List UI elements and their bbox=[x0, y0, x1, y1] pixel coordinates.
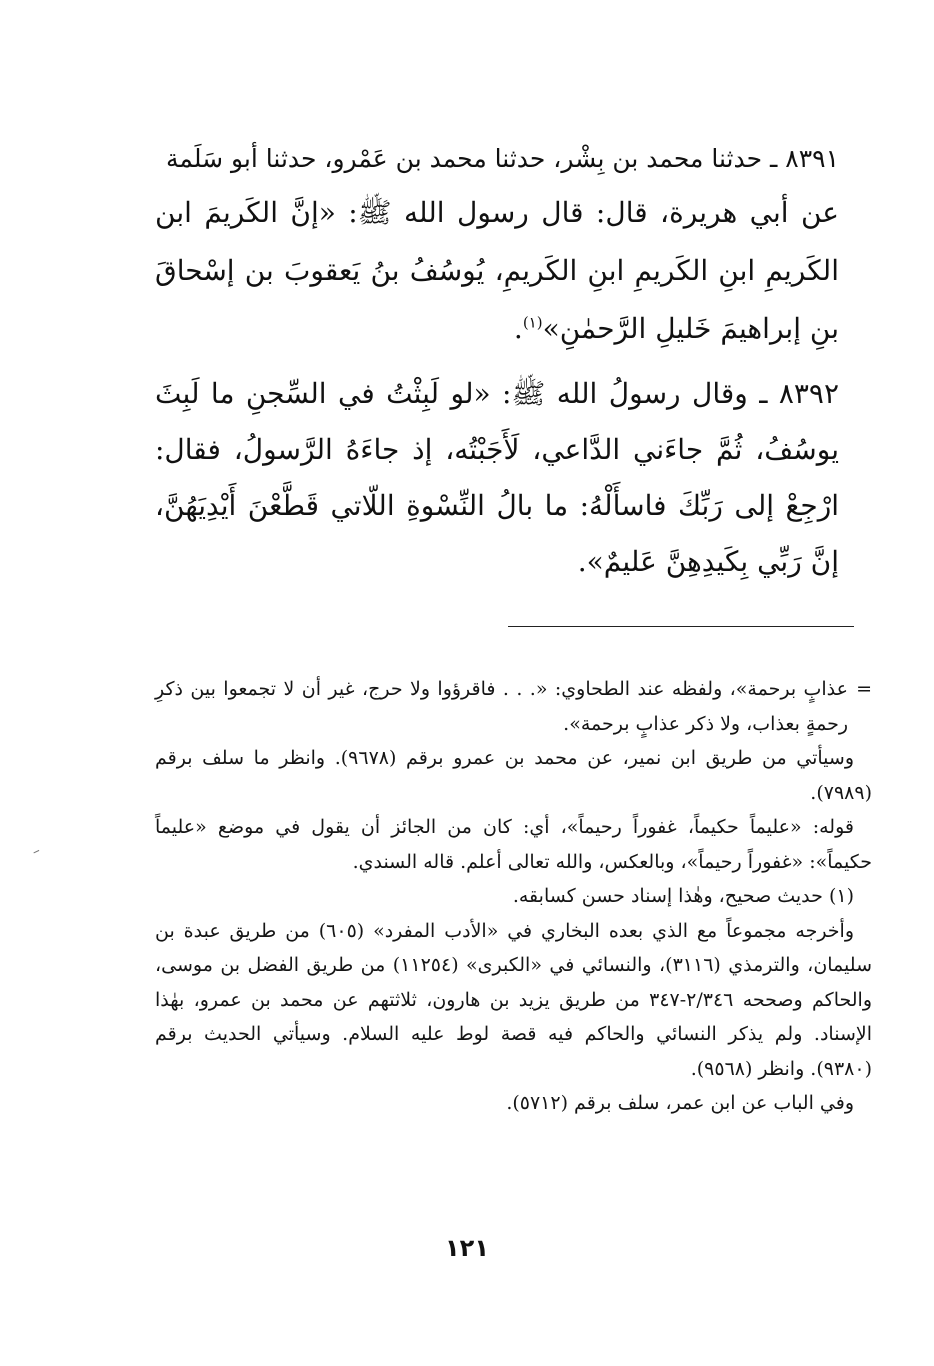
footnote-paragraph bbox=[155, 672, 872, 741]
page-number: ١٢١ bbox=[445, 1234, 489, 1262]
hadith-8391-matn-text: عن أبي هريرة، قال: قال رسول الله ﷺ: «إنَّ الكَريمَ ابن الكَريمِ ابنِ الكَريمِ ابنِ الكَريمِ، يُوسُفُ بنُ يَعقوبَ بن إسْحاقَ بنِ إبراهيمَ خَليلِ الرَّحمٰنِ» bbox=[155, 196, 839, 345]
footnote-paragraph: قوله: «عليماً حكيماً، غفوراً رحيماً»، أي: كان من الجائز أن يقول في موضع «عليماً حكيماً»: «غفوراً رحيماً»، وبالعكس، والله تعالى أعلم. قاله السندي. bbox=[155, 816, 872, 873]
hadith-8392-text: ٨٣٩٢ ـ وقال رسولُ الله ﷺ: «لو لَبِثْتُ في السِّجنِ ما لَبِثَ يوسُفُ، ثُمَّ جاءَني الدَّاعي، لَأَجَبْتُه، إذ جاءَهُ الرَّسولُ، فقال: ارْجِعْ إلى رَبِّكَ فاسأَلْهُ: ما بالُ النِّسْوةِ اللّاتي قَطَّعْنَ أَيْدِيَهُنَّ، إنَّ رَبِّي بِكَيدِهِنَّ عَليمٌ». bbox=[155, 377, 839, 578]
footnote-paragraph: وسيأتي من طريق ابن نمير، عن محمد بن عمرو برقم (٩٦٧٨). وانظر ما سلف برقم (٧٩٨٩). bbox=[155, 747, 872, 804]
continuation-mark: = bbox=[856, 678, 872, 700]
footnote-paragraph: وأخرجه مجموعاً مع الذي بعده البخاري في «الأدب المفرد» (٦٠٥) من طريق عبدة بن سليمان، والترمذي (٣١١٦)، والنسائي في «الكبرى» (١١٢٥٤) من طريق الفضل بن موسى، والحاكم وصححه ٢/٣٤٦-٣٤٧ من طريق يزيد بن هارون، ثلاثتهم عن محمد بن عمرو، بهٰذا الإسناد. ولم يذكر النسائي والحاكم فيه قصة لوط عليه السلام. وسيأتي الحديث برقم (٩٣٨٠). وانظر (٩٥٦٨). bbox=[155, 919, 872, 1080]
hadith-8392 bbox=[155, 366, 839, 590]
hadith-8391-end: . bbox=[513, 312, 523, 345]
hadith-8391 bbox=[155, 136, 839, 358]
hadith-8391-matn bbox=[155, 184, 839, 358]
scan-speck bbox=[33, 850, 40, 856]
footnote-ref-1[interactable]: (١) bbox=[522, 313, 543, 332]
footnotes bbox=[155, 672, 872, 1121]
footnote-separator bbox=[508, 626, 854, 627]
hadith-8391-isnad: ٨٣٩١ ـ حدثنا محمد بن بِشْر، حدثنا محمد بن عَمْرو، حدثنا أبو سَلَمة bbox=[165, 144, 839, 173]
footnote-1: (١) حديث صحيح، وهٰذا إسناد حسن كسابقه. bbox=[512, 885, 854, 907]
footnote-paragraph: وفي الباب عن ابن عمر، سلف برقم (٥٧١٢). bbox=[506, 1092, 854, 1114]
footnote-text: عذابٍ برحمة»، ولفظه عند الطحاوي: «. . . فاقرؤوا ولا حرج، غير أن لا تجمعوا بين ذكرِ رحمةٍ بعذاب، ولا ذكر عذابٍ برحمة». bbox=[155, 678, 848, 735]
